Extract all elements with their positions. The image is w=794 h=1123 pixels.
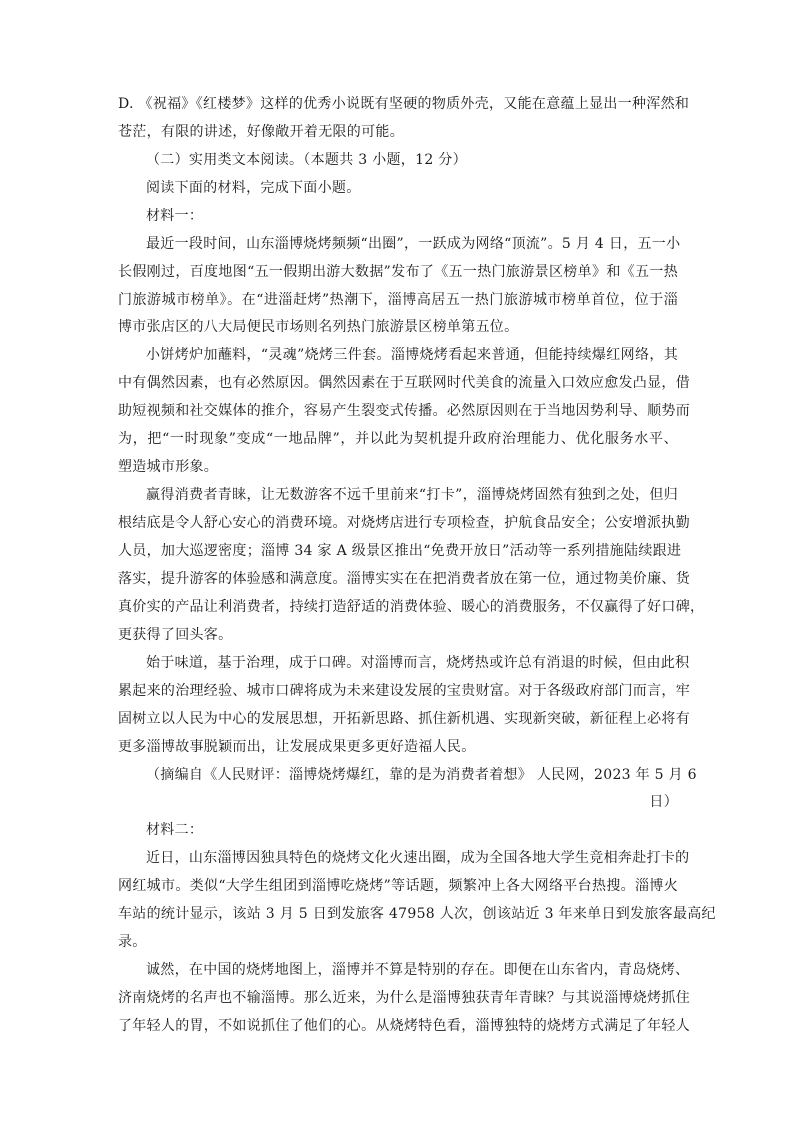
- paragraph-line: 博市张店区的八大局便民市场则名列热门旅游景区榜单第五位。: [118, 319, 519, 335]
- paragraph-line: 根结底是令人舒心安心的消费环境。对烧烤店进行专项检查，护航食品安全；公安增派执勤: [118, 515, 690, 531]
- source-citation: （摘编自《人民财评：淄博烧烤爆红，靠的是为消费者着想》 人民网，2023 年 5 月 6: [146, 767, 697, 783]
- paragraph-line: 始于味道，基于治理，成于口碑。对淄博而言，烧烤热或许总有消退的时候，但由此积: [146, 655, 690, 671]
- paragraph-line: 录。: [118, 934, 147, 950]
- paragraph-line: 门旅游城市榜单》。在“进淄赶烤”热潮下，淄博高居五一热门旅游城市榜单首位，位于淄: [118, 292, 678, 308]
- material-two-heading: 材料二：: [146, 822, 204, 838]
- source-citation-end: 日）: [649, 794, 678, 810]
- paragraph-line: 累起来的治理经验、城市口碑将成为未来建设发展的宝贵财富。对于各级政府部门而言，牢: [118, 683, 690, 699]
- option-d-line-2: 苍茫，有限的讲述，好像敞开着无限的可能。: [118, 124, 404, 140]
- paragraph-line: 网红城市。类似“大学生组团到淄博吃烧烤”等话题，频繁冲上各大网络平台热搜。淄博火: [118, 878, 678, 894]
- option-d-line-1: D. 《祝福》《红楼梦》这样的优秀小说既有坚硬的物质外壳，又能在意蕴上显出一种浑然和: [118, 96, 690, 112]
- paragraph-line: 为，把“一时现象”变成“一地品牌”，并以此为契机提升政府治理能力、优化服务水平、: [118, 431, 678, 447]
- paragraph-line: 人员，加大巡逻密度；淄博 34 家 A 级景区推出“免费开放日”活动等一系列措施陆续跟进: [118, 543, 682, 559]
- paragraph-line: 落实，提升游客的体验感和满意度。淄博实实在在把消费者放在第一位，通过物美价廉、货: [118, 571, 690, 587]
- paragraph-line: 中有偶然因素，也有必然原因。偶然因素在于互联网时代美食的流量入口效应愈发凸显，借: [118, 375, 690, 391]
- paragraph-line: 更获得了回头客。: [118, 627, 233, 643]
- material-one-heading: 材料一：: [146, 208, 204, 224]
- paragraph-line: 赢得消费者青睐，让无数游客不远千里前来“打卡”，淄博烧烤固然有独到之处，但归: [146, 487, 678, 503]
- section-heading: （二）实用类文本阅读。（本题共 3 小题，12 分）: [146, 152, 467, 168]
- paragraph-line: 车站的统计显示，该站 3 月 5 日到发旅客 47958 人次，创该站近 3 年来单日到发旅客最高纪: [118, 906, 716, 922]
- paragraph-line: 诚然，在中国的烧烤地图上，淄博并不算是特别的存在。即便在山东省内，青岛烧烤、: [146, 962, 690, 978]
- paragraph-line: 固树立以人民为中心的发展思想，开拓新思路、抓住新机遇、实现新突破，新征程上必将有: [118, 711, 690, 727]
- paragraph-line: 近日，山东淄博因独具特色的烧烤文化火速出圈，成为全国各地大学生竞相奔赴打卡的: [146, 850, 690, 866]
- paragraph-line: 小饼烤炉加蘸料，“灵魂”烧烤三件套。淄博烧烤看起来普通，但能持续爆红网络，其: [146, 347, 678, 363]
- paragraph-line: 塑造城市形象。: [118, 459, 219, 475]
- paragraph-line: 助短视频和社交媒体的推介，容易产生裂变式传播。必然原因则在于当地因势利导、顺势而: [118, 403, 690, 419]
- instruction: 阅读下面的材料，完成下面小题。: [146, 180, 361, 196]
- paragraph-line: 济南烧烤的名声也不输淄博。那么近来，为什么是淄博独获青年青睐？与其说淄博烧烤抓住: [118, 990, 690, 1006]
- paragraph-line: 长假刚过，百度地图“五一假期出游大数据”发布了《五一热门旅游景区榜单》和《五一热: [118, 264, 678, 280]
- paragraph-line: 最近一段时间，山东淄博烧烤频频“出圈”，一跃成为网络“顶流”。5 月 4 日，五一小: [146, 236, 681, 252]
- paragraph-line: 真价实的产品让利消费者，持续打造舒适的消费体验、暖心的消费服务，不仅赢得了好口碑，: [118, 599, 705, 615]
- paragraph-line: 了年轻人的胃，不如说抓住了他们的心。从烧烤特色看，淄博独特的烧烤方式满足了年轻人: [118, 1018, 690, 1034]
- paragraph-line: 更多淄博故事脱颖而出，让发展成果更多更好造福人民。: [118, 739, 476, 755]
